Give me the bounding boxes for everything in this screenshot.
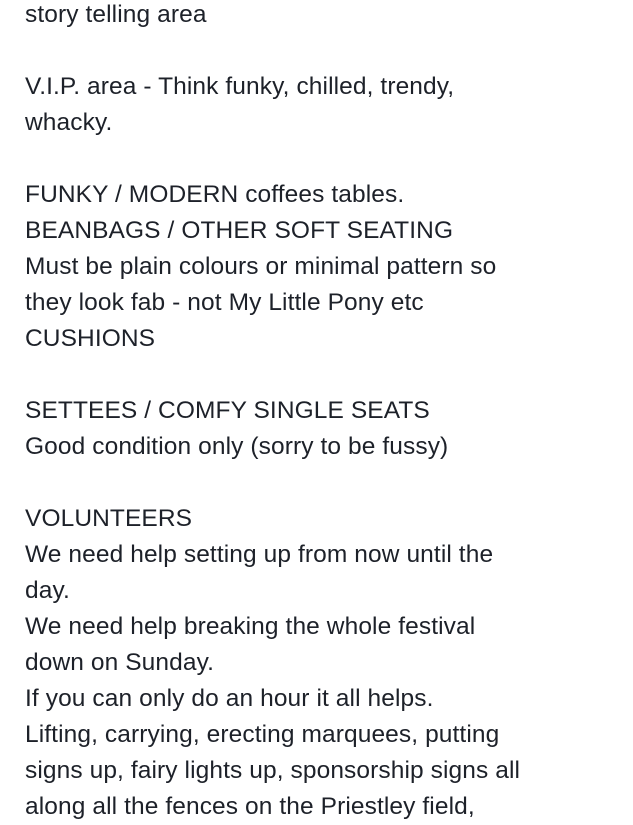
paragraph-gap: [25, 357, 625, 393]
post-line: FUNKY / MODERN coffees tables.: [25, 181, 405, 208]
paragraph-gap: [25, 141, 625, 177]
post-line: SETTEES / COMFY SINGLE SEATS: [25, 397, 430, 424]
post-line: Lifting, carrying, erecting marquees, putting: [25, 721, 500, 748]
post-line: CUSHIONS: [25, 325, 156, 352]
post-line: signs up, fairy lights up, sponsorship signs all: [25, 757, 521, 784]
post-line: Good condition only (sorry to be fussy): [25, 433, 449, 460]
post-line: along all the fences on the Priestley field,: [25, 793, 475, 820]
post-line: We need help breaking the whole festival: [25, 613, 476, 640]
post-line: Must be plain colours or minimal pattern so: [25, 253, 497, 280]
post-line: down on Sunday.: [25, 649, 215, 676]
post-line: VOLUNTEERS: [25, 505, 193, 532]
paragraph-gap: [25, 33, 625, 69]
post-line: they look fab - not My Little Pony etc: [25, 289, 424, 316]
post-line: story telling area: [25, 1, 207, 28]
post-line: whacky.: [25, 109, 113, 136]
post-line: If you can only do an hour it all helps.: [25, 685, 434, 712]
paragraph-gap: [25, 465, 625, 501]
post-line: V.I.P. area - Think funky, chilled, trendy,: [25, 73, 455, 100]
post-line: day.: [25, 577, 70, 604]
post-line: BEANBAGS / OTHER SOFT SEATING: [25, 217, 454, 244]
post-text-body: [25, 0, 625, 825]
post-line: We need help setting up from now until the: [25, 541, 494, 568]
